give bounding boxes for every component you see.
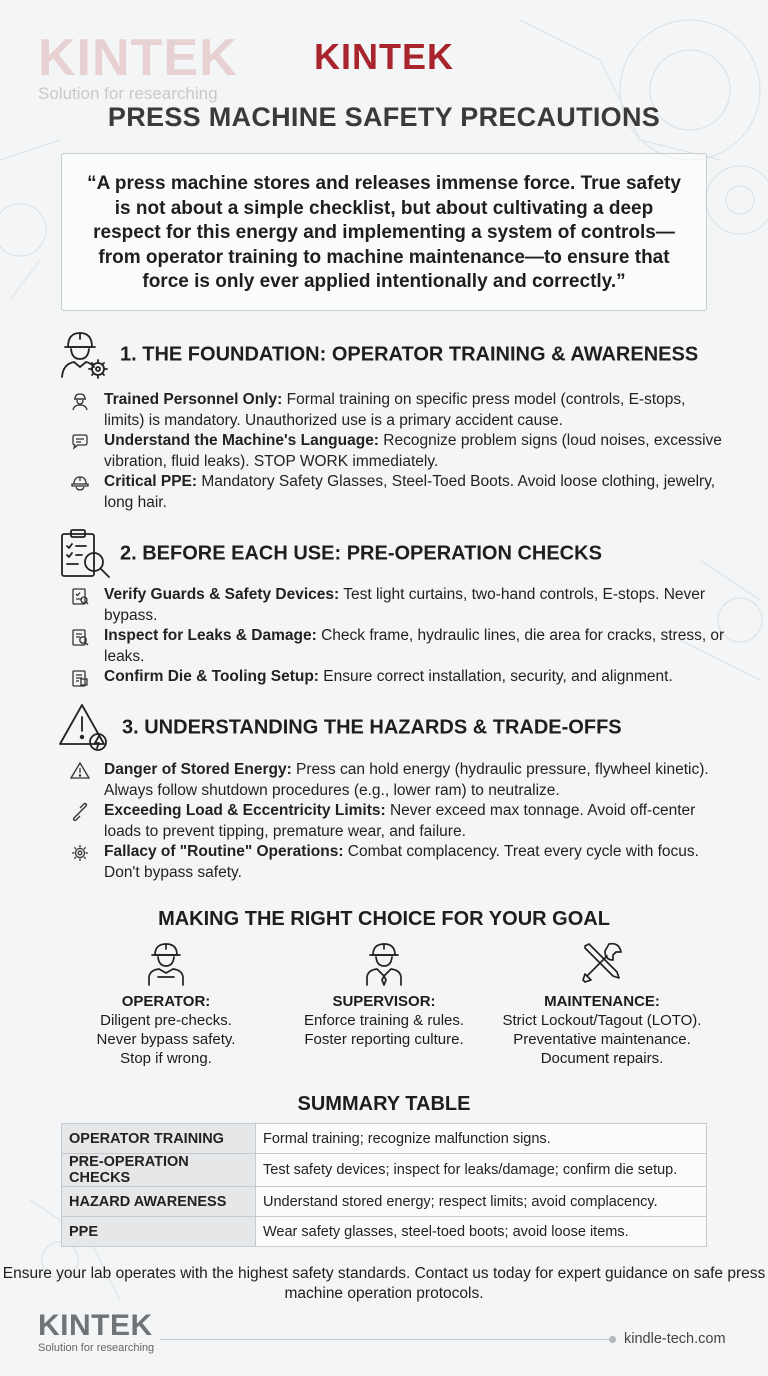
table-row xyxy=(62,1217,707,1247)
choice-title: MAKING THE RIGHT CHOICE FOR YOUR GOAL xyxy=(158,908,610,930)
list-item xyxy=(70,431,730,472)
role-line: Preventative maintenance. xyxy=(513,1031,691,1048)
warning-icon xyxy=(70,761,90,781)
list-item xyxy=(70,801,730,842)
supervisor-icon xyxy=(362,940,406,986)
item-text: Test light curtains, two-hand controls, E-stops. Never bypass. xyxy=(104,586,706,624)
footer-dot xyxy=(609,1336,616,1343)
table-value: Formal training; recognize malfunction signs. xyxy=(256,1124,707,1154)
role-line: Diligent pre-checks. xyxy=(100,1012,232,1029)
summary-title: SUMMARY TABLE xyxy=(297,1093,471,1115)
speech-bubble-icon xyxy=(70,432,90,452)
item-label: Understand the Machine's Language: xyxy=(104,432,379,449)
item-text: Check frame, hydraulic lines, die area for cracks, stress, or leaks. xyxy=(104,627,725,665)
list-item xyxy=(70,626,730,667)
summary-table xyxy=(61,1123,707,1247)
list-item xyxy=(70,667,730,688)
table-value: Test safety devices; inspect for leaks/damage; confirm die setup. xyxy=(256,1154,707,1187)
footer-divider xyxy=(160,1339,610,1340)
warning-triangle-icon xyxy=(58,700,114,756)
table-key: OPERATOR TRAINING xyxy=(62,1124,256,1154)
role-line: Document repairs. xyxy=(540,1050,664,1067)
header-logo: KINTEK xyxy=(314,36,454,77)
role-maintenance xyxy=(482,940,722,1068)
operator-gear-icon xyxy=(58,327,112,381)
role-line: Never bypass safety. xyxy=(96,1031,236,1048)
table-row xyxy=(62,1187,707,1217)
footer-logo xyxy=(38,1310,218,1354)
table-row xyxy=(62,1124,707,1154)
item-label: Exceeding Load & Eccentricity Limits: xyxy=(104,802,386,819)
table-key: PPE xyxy=(62,1217,256,1247)
clipboard-setup-icon xyxy=(70,668,90,688)
item-text: Never exceed max tonnage. Avoid off-center loads to prevent tipping, premature wear, and failure. xyxy=(104,802,696,840)
page-title: PRESS MACHINE SAFETY PRECAUTIONS xyxy=(107,102,661,132)
clipboard-check-icon xyxy=(70,586,90,606)
section-1-items xyxy=(70,390,730,513)
role-name: SUPERVISOR: xyxy=(332,993,436,1010)
role-name: MAINTENANCE: xyxy=(544,993,660,1010)
item-text: Combat complacency. Treat every cycle with focus. Don't bypass safety. xyxy=(104,843,699,881)
clipboard-magnifier-icon xyxy=(58,526,114,582)
item-label: Verify Guards & Safety Devices: xyxy=(104,586,340,603)
table-value: Understand stored energy; respect limits; avoid complacency. xyxy=(256,1187,707,1217)
wrench-link-icon xyxy=(70,802,90,822)
list-item xyxy=(70,585,730,626)
section-1-title: 1. THE FOUNDATION: OPERATOR TRAINING & AWARENESS xyxy=(120,343,699,366)
item-label: Confirm Die & Tooling Setup: xyxy=(104,668,319,685)
intro-quote: “A press machine stores and releases immense force. True safety is not about a simple checklist, but about cultivating a deep respect for this energy and implementing a system of controls—from operator training to machine maintenance—to ensure that force is only ever applied intentionally and correctly.” xyxy=(61,153,707,311)
footer-url-link[interactable]: kindle-tech.com xyxy=(624,1331,726,1347)
item-text: Press can hold energy (hydraulic pressure, flywheel kinetic). Always follow shutdown procedures (e.g., lower ram) to neutralize. xyxy=(104,761,709,799)
gear-icon xyxy=(70,843,90,863)
item-text: Formal training on specific press model (controls, E-stops, limits) is mandatory. Unauthorized use is a primary accident cause. xyxy=(104,391,686,429)
footer-brand: KINTEK xyxy=(38,1309,153,1342)
table-key: HAZARD AWARENESS xyxy=(62,1187,256,1217)
section-2-items xyxy=(70,585,730,688)
watermark-brand: KINTEK xyxy=(38,29,238,87)
item-text: Recognize problem signs (loud noises, excessive vibration, fluid leaks). STOP WORK immediately. xyxy=(104,432,722,470)
tools-icon xyxy=(579,940,625,986)
item-text: Mandatory Safety Glasses, Steel-Toed Boots. Avoid loose clothing, jewelry, long hair. xyxy=(104,473,716,511)
footer-tagline: Solution for researching xyxy=(38,1342,155,1354)
role-line: Foster reporting culture. xyxy=(304,1031,464,1048)
worker-icon xyxy=(70,391,90,411)
clipboard-search-icon xyxy=(70,627,90,647)
list-item xyxy=(70,472,730,513)
item-label: Trained Personnel Only: xyxy=(104,391,283,408)
section-3-title: 3. UNDERSTANDING THE HAZARDS & TRADE-OFFS xyxy=(122,716,622,739)
role-line: Strict Lockout/Tagout (LOTO). xyxy=(502,1012,702,1029)
list-item xyxy=(70,390,730,431)
item-label: Inspect for Leaks & Damage: xyxy=(104,627,317,644)
list-item xyxy=(70,842,730,883)
table-row xyxy=(62,1154,707,1187)
item-label: Critical PPE: xyxy=(104,473,198,490)
table-value: Wear safety glasses, steel-toed boots; avoid loose items. xyxy=(256,1217,707,1247)
operator-icon xyxy=(144,940,188,986)
call-to-action: Ensure your lab operates with the highest safety standards. Contact us today for expert guidance on safe press machine operation protocols. xyxy=(2,1265,766,1302)
section-3-header xyxy=(58,700,758,756)
section-3-items xyxy=(70,760,730,883)
hard-hat-icon xyxy=(70,473,90,493)
section-1-header xyxy=(58,327,758,383)
table-key: PRE-OPERATION CHECKS xyxy=(62,1154,256,1187)
role-operator xyxy=(46,940,286,1068)
list-item xyxy=(70,760,730,801)
role-supervisor xyxy=(264,940,504,1049)
item-label: Danger of Stored Energy: xyxy=(104,761,292,778)
role-line: Enforce training & rules. xyxy=(303,1012,465,1029)
item-text: Ensure correct installation, security, and alignment. xyxy=(318,668,673,685)
section-2-title: 2. BEFORE EACH USE: PRE-OPERATION CHECKS xyxy=(120,542,602,565)
role-line: Stop if wrong. xyxy=(120,1050,212,1067)
watermark-tagline: Solution for researching xyxy=(38,84,218,103)
item-label: Fallacy of "Routine" Operations: xyxy=(104,843,344,860)
role-name: OPERATOR: xyxy=(121,993,211,1010)
section-2-header xyxy=(58,526,758,582)
